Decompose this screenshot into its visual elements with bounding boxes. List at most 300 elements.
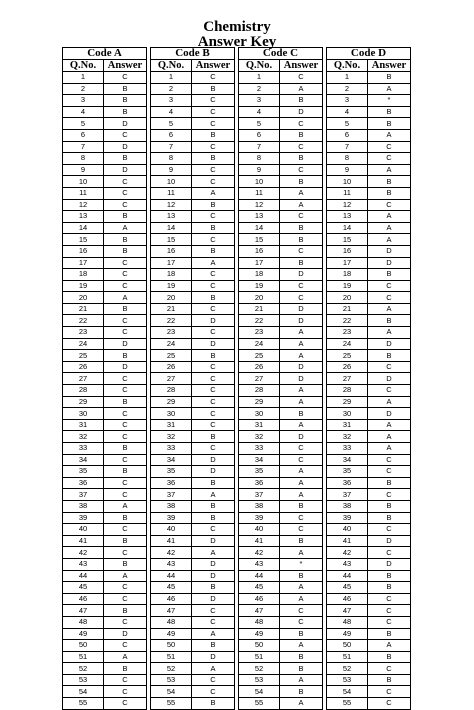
question-number-cell: 40 (63, 524, 104, 536)
question-number-cell: 6 (239, 129, 280, 141)
answer-cell: C (192, 176, 235, 188)
answer-cell: D (280, 361, 323, 373)
question-number-cell: 44 (327, 570, 368, 582)
question-number-cell: 18 (63, 269, 104, 281)
question-number-cell: 9 (239, 164, 280, 176)
answer-cell: B (104, 443, 147, 455)
question-number-cell: 22 (63, 315, 104, 327)
answer-cell: C (104, 419, 147, 431)
answer-cell: C (104, 489, 147, 501)
question-number-cell: 20 (239, 292, 280, 304)
question-number-cell: 8 (63, 153, 104, 165)
answer-cell: B (280, 500, 323, 512)
answer-cell: C (368, 153, 411, 165)
table-row (63, 292, 411, 304)
question-number-cell: 51 (239, 651, 280, 663)
question-number-cell: 47 (63, 605, 104, 617)
question-number-cell: 17 (239, 257, 280, 269)
question-number-cell: 34 (151, 454, 192, 466)
question-number-cell: 51 (151, 651, 192, 663)
question-number-cell: 21 (239, 303, 280, 315)
answer-cell: C (104, 454, 147, 466)
question-number-cell: 14 (63, 222, 104, 234)
question-number-cell: 46 (239, 593, 280, 605)
answer-cell: C (104, 431, 147, 443)
answer-cell: C (104, 280, 147, 292)
answer-cell: C (280, 292, 323, 304)
answer-cell: C (104, 674, 147, 686)
answer-cell: B (368, 176, 411, 188)
table-row (63, 512, 411, 524)
answer-cell: B (104, 95, 147, 107)
answer-cell: C (280, 512, 323, 524)
question-number-cell: 13 (239, 211, 280, 223)
answer-cell: A (280, 477, 323, 489)
column-header-row (63, 60, 411, 72)
answer-cell: C (368, 385, 411, 397)
answer-cell: C (368, 280, 411, 292)
question-number-cell: 9 (151, 164, 192, 176)
answer-cell: C (368, 686, 411, 698)
question-number-cell: 4 (151, 106, 192, 118)
question-number-cell: 43 (151, 558, 192, 570)
question-number-cell: 10 (239, 176, 280, 188)
question-number-cell: 53 (63, 674, 104, 686)
answer-cell: D (192, 315, 235, 327)
question-number-cell: 54 (63, 686, 104, 698)
answer-cell: B (280, 686, 323, 698)
answer-cell: C (280, 454, 323, 466)
question-number-cell: 7 (327, 141, 368, 153)
question-number-cell: 53 (239, 674, 280, 686)
question-number-cell: 27 (327, 373, 368, 385)
answer-cell: C (368, 454, 411, 466)
question-number-cell: 13 (63, 211, 104, 223)
answer-cell: D (104, 361, 147, 373)
answer-cell: D (280, 106, 323, 118)
answer-cell: C (192, 164, 235, 176)
table-row (63, 640, 411, 652)
question-number-cell: 25 (151, 350, 192, 362)
question-number-cell: 14 (151, 222, 192, 234)
question-number-cell: 55 (327, 698, 368, 710)
answer-cell: C (104, 257, 147, 269)
answer-cell: B (368, 582, 411, 594)
answer-cell: D (280, 269, 323, 281)
answer-cell: A (280, 419, 323, 431)
answer-cell: C (280, 280, 323, 292)
question-number-cell: 50 (63, 640, 104, 652)
answer-cell: C (192, 396, 235, 408)
question-number-cell: 23 (151, 327, 192, 339)
answer-cell: A (368, 129, 411, 141)
question-number-cell: 19 (63, 280, 104, 292)
question-number-cell: 54 (239, 686, 280, 698)
answer-cell: B (280, 257, 323, 269)
answer-cell: C (104, 176, 147, 188)
answer-cell: C (104, 199, 147, 211)
answer-cell: C (280, 524, 323, 536)
question-number-cell: 33 (239, 443, 280, 455)
question-number-cell: 43 (63, 558, 104, 570)
question-number-cell: 45 (63, 582, 104, 594)
answer-cell: A (368, 222, 411, 234)
qno-header: Q.No. (151, 60, 192, 72)
answer-cell: D (192, 338, 235, 350)
question-number-cell: 9 (63, 164, 104, 176)
question-number-cell: 24 (63, 338, 104, 350)
question-number-cell: 38 (63, 500, 104, 512)
answer-cell: D (280, 303, 323, 315)
question-number-cell: 25 (63, 350, 104, 362)
question-number-cell: 14 (327, 222, 368, 234)
question-number-cell: 31 (239, 419, 280, 431)
answer-cell: A (280, 466, 323, 478)
answer-cell: B (280, 95, 323, 107)
question-number-cell: 42 (239, 547, 280, 559)
code-a-header: Code A (63, 48, 147, 60)
table-row (63, 535, 411, 547)
answer-cell: B (192, 83, 235, 95)
answer-cell: * (280, 558, 323, 570)
table-row (63, 222, 411, 234)
question-number-cell: 49 (151, 628, 192, 640)
table-row (63, 118, 411, 130)
question-number-cell: 37 (63, 489, 104, 501)
answer-cell: A (104, 570, 147, 582)
question-number-cell: 46 (327, 593, 368, 605)
question-number-cell: 39 (327, 512, 368, 524)
question-number-cell: 54 (151, 686, 192, 698)
answer-cell: A (280, 674, 323, 686)
question-number-cell: 36 (239, 477, 280, 489)
question-number-cell: 38 (239, 500, 280, 512)
answer-cell: C (192, 443, 235, 455)
answer-cell: B (192, 292, 235, 304)
answer-cell: C (192, 605, 235, 617)
question-number-cell: 10 (63, 176, 104, 188)
answer-cell: B (104, 153, 147, 165)
answer-cell: A (280, 83, 323, 95)
table-row (63, 95, 411, 107)
answer-cell: A (368, 303, 411, 315)
question-number-cell: 19 (151, 280, 192, 292)
answer-cell: C (368, 698, 411, 710)
answer-cell: A (280, 640, 323, 652)
question-number-cell: 37 (239, 489, 280, 501)
answer-key-body (63, 72, 411, 710)
table-row (63, 72, 411, 84)
answer-cell: D (104, 164, 147, 176)
question-number-cell: 42 (327, 547, 368, 559)
answer-cell: A (104, 651, 147, 663)
question-number-cell: 55 (239, 698, 280, 710)
question-number-cell: 1 (151, 72, 192, 84)
table-row (63, 315, 411, 327)
answer-cell: D (192, 651, 235, 663)
answer-cell: D (192, 535, 235, 547)
answer-cell: B (368, 477, 411, 489)
answer-cell: C (104, 616, 147, 628)
question-number-cell: 32 (239, 431, 280, 443)
answer-cell: D (104, 118, 147, 130)
table-row (63, 327, 411, 339)
question-number-cell: 29 (63, 396, 104, 408)
question-number-cell: 38 (151, 500, 192, 512)
table-row (63, 500, 411, 512)
question-number-cell: 44 (239, 570, 280, 582)
question-number-cell: 35 (239, 466, 280, 478)
answer-cell: A (368, 431, 411, 443)
answer-cell: C (280, 118, 323, 130)
answer-cell: C (104, 640, 147, 652)
answer-cell: D (368, 373, 411, 385)
question-number-cell: 25 (239, 350, 280, 362)
table-row (63, 83, 411, 95)
table-row (63, 628, 411, 640)
question-number-cell: 15 (239, 234, 280, 246)
answer-cell: B (368, 674, 411, 686)
question-number-cell: 24 (151, 338, 192, 350)
question-number-cell: 4 (327, 106, 368, 118)
question-number-cell: 35 (327, 466, 368, 478)
question-number-cell: 21 (327, 303, 368, 315)
question-number-cell: 40 (327, 524, 368, 536)
question-number-cell: 21 (63, 303, 104, 315)
answer-cell: A (280, 489, 323, 501)
question-number-cell: 55 (63, 698, 104, 710)
question-number-cell: 44 (151, 570, 192, 582)
question-number-cell: 4 (63, 106, 104, 118)
answer-cell: D (280, 373, 323, 385)
answer-cell: B (192, 512, 235, 524)
question-number-cell: 5 (239, 118, 280, 130)
table-row (63, 558, 411, 570)
answer-cell: B (368, 500, 411, 512)
question-number-cell: 48 (327, 616, 368, 628)
qno-header: Q.No. (327, 60, 368, 72)
table-row (63, 454, 411, 466)
answer-cell: D (280, 315, 323, 327)
question-number-cell: 40 (239, 524, 280, 536)
question-number-cell: 38 (327, 500, 368, 512)
answer-cell: C (104, 698, 147, 710)
table-row (63, 153, 411, 165)
table-row (63, 477, 411, 489)
answer-cell: B (192, 222, 235, 234)
answer-cell: C (192, 616, 235, 628)
question-number-cell: 31 (327, 419, 368, 431)
answer-cell: C (104, 593, 147, 605)
question-number-cell: 26 (327, 361, 368, 373)
answer-cell: A (368, 396, 411, 408)
question-number-cell: 46 (151, 593, 192, 605)
answer-cell: A (104, 292, 147, 304)
question-number-cell: 17 (63, 257, 104, 269)
question-number-cell: 12 (63, 199, 104, 211)
question-number-cell: 15 (151, 234, 192, 246)
answer-cell: C (192, 234, 235, 246)
question-number-cell: 23 (239, 327, 280, 339)
question-number-cell: 12 (239, 199, 280, 211)
question-number-cell: 34 (239, 454, 280, 466)
answer-cell: C (368, 361, 411, 373)
answer-cell: A (280, 547, 323, 559)
answer-cell: C (192, 211, 235, 223)
question-number-cell: 1 (239, 72, 280, 84)
answer-cell: B (104, 350, 147, 362)
question-number-cell: 43 (239, 558, 280, 570)
table-row (63, 698, 411, 710)
question-number-cell: 22 (151, 315, 192, 327)
answer-header: Answer (104, 60, 147, 72)
question-number-cell: 26 (239, 361, 280, 373)
question-number-cell: 37 (327, 489, 368, 501)
question-number-cell: 11 (239, 187, 280, 199)
answer-cell: C (280, 211, 323, 223)
answer-key-table (62, 47, 411, 710)
question-number-cell: 47 (239, 605, 280, 617)
question-number-cell: 29 (239, 396, 280, 408)
answer-cell: B (280, 176, 323, 188)
answer-cell: C (280, 443, 323, 455)
answer-cell: C (192, 280, 235, 292)
question-number-cell: 16 (63, 245, 104, 257)
question-number-cell: 26 (151, 361, 192, 373)
answer-cell: C (192, 95, 235, 107)
answer-cell: B (192, 500, 235, 512)
question-number-cell: 18 (327, 269, 368, 281)
question-number-cell: 3 (239, 95, 280, 107)
question-number-cell: 39 (239, 512, 280, 524)
question-number-cell: 7 (63, 141, 104, 153)
answer-cell: C (368, 547, 411, 559)
answer-cell: C (104, 373, 147, 385)
answer-cell: B (192, 199, 235, 211)
question-number-cell: 11 (327, 187, 368, 199)
answer-cell: B (104, 535, 147, 547)
answer-cell: C (192, 141, 235, 153)
table-row (63, 616, 411, 628)
table-row (63, 269, 411, 281)
answer-cell: B (104, 211, 147, 223)
question-number-cell: 43 (327, 558, 368, 570)
answer-cell: B (368, 628, 411, 640)
table-row (63, 593, 411, 605)
answer-cell: B (280, 570, 323, 582)
page-subtitle: Answer Key (197, 34, 277, 50)
question-number-cell: 34 (327, 454, 368, 466)
answer-cell: B (280, 628, 323, 640)
table-row (63, 663, 411, 675)
answer-cell: D (368, 257, 411, 269)
answer-cell: B (280, 222, 323, 234)
question-number-cell: 6 (151, 129, 192, 141)
question-number-cell: 7 (239, 141, 280, 153)
answer-cell: A (192, 628, 235, 640)
answer-cell: A (104, 222, 147, 234)
answer-cell: C (104, 187, 147, 199)
answer-cell: C (192, 524, 235, 536)
answer-cell: B (368, 512, 411, 524)
question-number-cell: 32 (151, 431, 192, 443)
question-number-cell: 2 (151, 83, 192, 95)
answer-cell: A (280, 350, 323, 362)
answer-cell: B (192, 698, 235, 710)
answer-cell: C (192, 72, 235, 84)
answer-cell: A (192, 663, 235, 675)
answer-cell: A (280, 338, 323, 350)
question-number-cell: 3 (63, 95, 104, 107)
answer-cell: C (368, 616, 411, 628)
question-number-cell: 33 (327, 443, 368, 455)
answer-cell: C (368, 199, 411, 211)
table-row (63, 524, 411, 536)
table-row (63, 141, 411, 153)
question-number-cell: 10 (327, 176, 368, 188)
question-number-cell: 2 (239, 83, 280, 95)
answer-cell: B (104, 466, 147, 478)
question-number-cell: 55 (151, 698, 192, 710)
answer-header: Answer (368, 60, 411, 72)
answer-cell: B (104, 396, 147, 408)
answer-cell: B (192, 350, 235, 362)
question-number-cell: 18 (239, 269, 280, 281)
question-number-cell: 46 (63, 593, 104, 605)
answer-cell: A (368, 234, 411, 246)
table-row (63, 582, 411, 594)
code-d-header: Code D (327, 48, 411, 60)
answer-cell: B (192, 477, 235, 489)
answer-cell: A (368, 211, 411, 223)
answer-cell: C (192, 269, 235, 281)
question-number-cell: 16 (151, 245, 192, 257)
answer-cell: C (280, 141, 323, 153)
answer-cell: D (368, 245, 411, 257)
question-number-cell: 15 (63, 234, 104, 246)
question-number-cell: 4 (239, 106, 280, 118)
answer-cell: A (192, 547, 235, 559)
answer-cell: B (280, 663, 323, 675)
answer-cell: B (368, 269, 411, 281)
table-row (63, 605, 411, 617)
answer-cell: B (280, 129, 323, 141)
answer-cell: A (280, 396, 323, 408)
answer-cell: B (104, 303, 147, 315)
answer-cell: B (368, 315, 411, 327)
question-number-cell: 51 (327, 651, 368, 663)
answer-cell: C (368, 489, 411, 501)
answer-cell: B (192, 129, 235, 141)
table-row (63, 443, 411, 455)
question-number-cell: 39 (63, 512, 104, 524)
question-number-cell: 39 (151, 512, 192, 524)
answer-cell: C (280, 72, 323, 84)
question-number-cell: 41 (151, 535, 192, 547)
answer-cell: A (280, 698, 323, 710)
answer-cell: B (280, 408, 323, 420)
answer-cell: C (368, 524, 411, 536)
answer-cell: C (192, 408, 235, 420)
question-number-cell: 11 (63, 187, 104, 199)
question-number-cell: 48 (63, 616, 104, 628)
question-number-cell: 51 (63, 651, 104, 663)
question-number-cell: 29 (327, 396, 368, 408)
question-number-cell: 41 (63, 535, 104, 547)
answer-cell: D (104, 628, 147, 640)
answer-cell: B (192, 431, 235, 443)
answer-cell: C (104, 408, 147, 420)
